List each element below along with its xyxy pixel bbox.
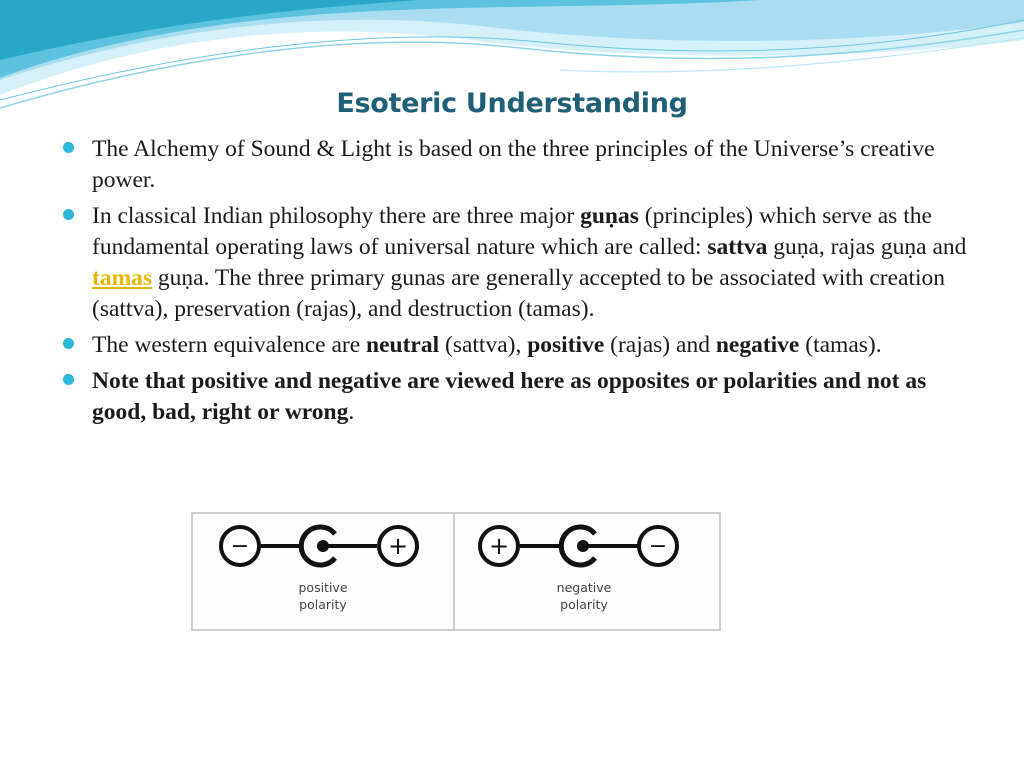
bullet-text: In classical Indian philosophy there are three major bbox=[92, 203, 581, 229]
bullet-list bbox=[62, 134, 967, 433]
bullet-text: The western equivalence are bbox=[92, 332, 367, 358]
polarity-figure bbox=[191, 512, 721, 631]
list-item bbox=[62, 366, 967, 428]
positive-polarity-caption bbox=[273, 579, 373, 613]
right-symbol: − bbox=[648, 534, 668, 559]
bold-term-positive: positive bbox=[527, 332, 605, 358]
positive-polarity-diagram bbox=[221, 527, 417, 565]
bold-term-neutral: neutral bbox=[366, 332, 440, 358]
caption-line: positive bbox=[298, 580, 348, 595]
bullet-icon bbox=[63, 374, 74, 385]
negative-polarity-caption bbox=[534, 579, 634, 613]
caption-line: negative bbox=[556, 580, 612, 595]
bullet-text: . bbox=[348, 399, 355, 425]
caption-line: polarity bbox=[560, 597, 608, 612]
bullet-text: guṇa. The three primary gunas are generally accepted to be associated with creation (sattva), preservation (rajas), and destruction (tamas). bbox=[92, 265, 946, 322]
bullet-text: guṇa, rajas guṇa and bbox=[767, 234, 967, 260]
bullet-icon bbox=[63, 142, 74, 153]
bold-term-negative: negative bbox=[715, 332, 800, 358]
bullet-icon bbox=[63, 338, 74, 349]
bullet-text: (tamas). bbox=[799, 332, 882, 358]
slide-title: Esoteric Understanding bbox=[336, 88, 688, 119]
list-item bbox=[62, 201, 967, 325]
caption-line: polarity bbox=[299, 597, 347, 612]
left-symbol: − bbox=[230, 534, 250, 559]
tamas-link[interactable]: tamas bbox=[92, 265, 153, 291]
bullet-text: (principles) which serve as the fundamental operating laws of universal nature which are called: bbox=[92, 203, 932, 260]
list-item bbox=[62, 134, 967, 196]
bold-note-text: Note that positive and negative are viewed here as opposites or polarities and not as good, bad, right or wrong bbox=[92, 368, 927, 425]
bold-term-sattva: sattva bbox=[707, 234, 768, 260]
list-item bbox=[62, 330, 967, 361]
bullet-text: The Alchemy of Sound & Light is based on the three principles of the Universe’s creative power. bbox=[92, 136, 935, 193]
bullet-text: (rajas) and bbox=[604, 332, 716, 358]
left-symbol: + bbox=[488, 532, 510, 560]
negative-polarity-diagram bbox=[480, 527, 677, 565]
bullet-text: (sattva), bbox=[439, 332, 528, 358]
polarity-diagram bbox=[193, 514, 719, 629]
right-symbol: + bbox=[387, 532, 409, 560]
bullet-icon bbox=[63, 209, 74, 220]
bold-term-gunas: guṇas bbox=[580, 203, 639, 229]
